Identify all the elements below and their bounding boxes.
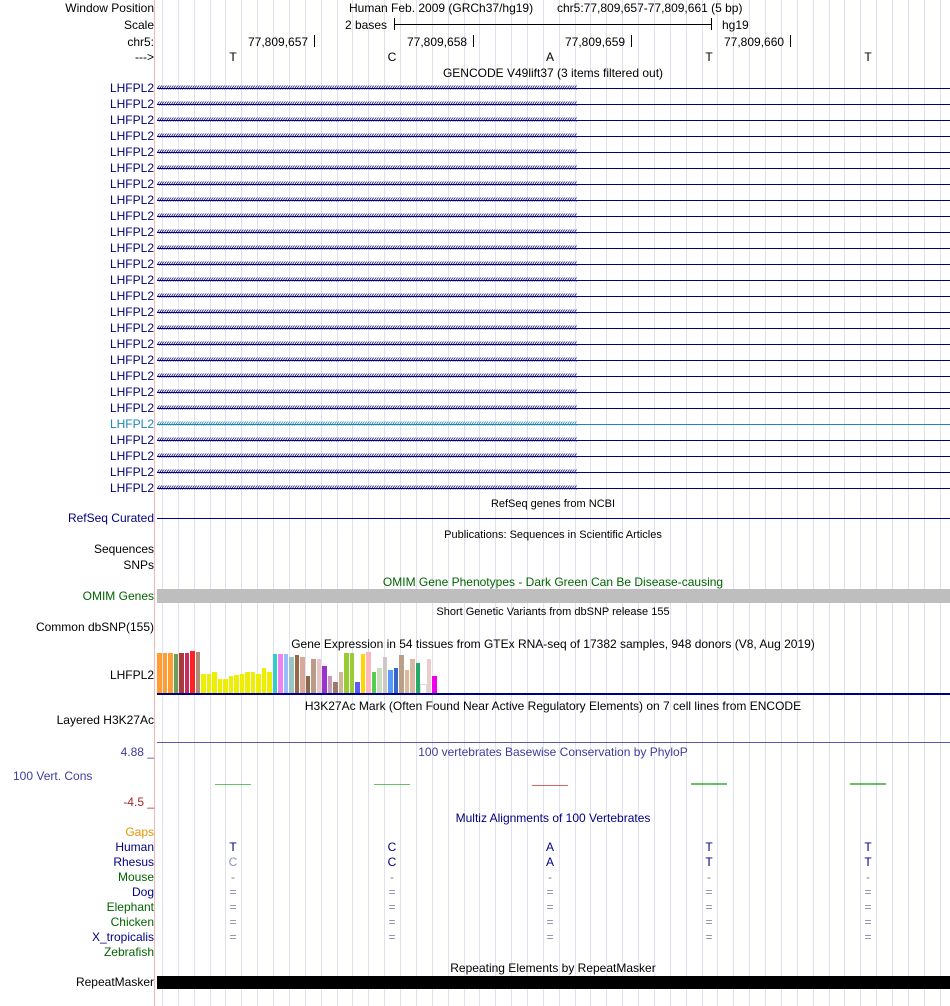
gtex-tissue-bar[interactable] [333,682,338,693]
gencode-transcript-label[interactable]: LHFPL2 [109,161,154,175]
gencode-transcript-row[interactable] [0,368,950,384]
gtex-tissue-bar[interactable] [388,670,393,693]
refseq-line [157,518,950,519]
gtex-tissue-bar[interactable] [234,675,239,693]
multiz-base: = [705,915,713,929]
multiz-base: = [546,900,554,914]
gencode-transcript-label[interactable]: LHFPL2 [109,241,154,255]
repeatmasker-label[interactable]: RepeatMasker [75,975,154,989]
strand-arrows: ‹‹‹‹‹‹‹‹‹‹‹‹‹‹‹‹‹‹‹‹‹‹‹‹‹‹‹‹‹‹‹‹‹‹‹‹‹‹‹‹‹‹‹‹‹‹‹‹‹‹‹‹‹‹‹‹‹‹‹‹‹‹‹‹‹‹‹‹‹‹‹‹‹‹‹‹‹‹‹‹‹‹‹‹‹‹‹‹‹‹‹‹‹‹‹‹‹‹‹‹‹‹‹‹‹‹‹‹‹‹‹‹‹‹‹‹‹‹‹‹‹‹‹‹‹‹‹‹‹‹‹‹‹‹‹‹‹‹‹‹‹‹‹‹‹‹‹‹‹‹‹‹‹‹‹‹‹‹‹‹‹‹‹‹‹‹‹‹‹‹‹‹‹‹‹‹‹‹‹‹ [157,370,577,381]
multiz-base: = [864,930,872,944]
gencode-transcript-row[interactable] [0,160,950,176]
position-text: chr5:77,809,657-77,809,661 (5 bp) [557,1,743,15]
gtex-tissue-bar[interactable] [322,666,327,693]
gencode-transcript-row[interactable] [0,112,950,128]
multiz-base: = [546,915,554,929]
scale-bar [394,24,712,25]
gtex-tissue-bar[interactable] [317,659,321,693]
strand-arrows: ‹‹‹‹‹‹‹‹‹‹‹‹‹‹‹‹‹‹‹‹‹‹‹‹‹‹‹‹‹‹‹‹‹‹‹‹‹‹‹‹‹‹‹‹‹‹‹‹‹‹‹‹‹‹‹‹‹‹‹‹‹‹‹‹‹‹‹‹‹‹‹‹‹‹‹‹‹‹‹‹‹‹‹‹‹‹‹‹‹‹‹‹‹‹‹‹‹‹‹‹‹‹‹‹‹‹‹‹‹‹‹‹‹‹‹‹‹‹‹‹‹‹‹‹‹‹‹‹‹‹‹‹‹‹‹‹‹‹‹‹‹‹‹‹‹‹‹‹‹‹‹‹‹‹‹‹‹‹‹‹‹‹‹‹‹‹‹‹‹‹‹‹‹‹‹‹‹‹‹‹ [157,338,577,349]
gtex-tissue-bar[interactable] [240,674,244,693]
scale-text: 2 bases [345,18,388,32]
phylop-score-mark [691,783,727,785]
multiz-species-label[interactable]: Dog [131,885,154,899]
phylop-max-label: 4.88 _ [120,745,154,759]
gencode-transcript-label[interactable]: LHFPL2 [109,257,154,271]
gtex-tissue-bar[interactable] [185,653,189,693]
strand-arrows: ‹‹‹‹‹‹‹‹‹‹‹‹‹‹‹‹‹‹‹‹‹‹‹‹‹‹‹‹‹‹‹‹‹‹‹‹‹‹‹‹‹‹‹‹‹‹‹‹‹‹‹‹‹‹‹‹‹‹‹‹‹‹‹‹‹‹‹‹‹‹‹‹‹‹‹‹‹‹‹‹‹‹‹‹‹‹‹‹‹‹‹‹‹‹‹‹‹‹‹‹‹‹‹‹‹‹‹‹‹‹‹‹‹‹‹‹‹‹‹‹‹‹‹‹‹‹‹‹‹‹‹‹‹‹‹‹‹‹‹‹‹‹‹‹‹‹‹‹‹‹‹‹‹‹‹‹‹‹‹‹‹‹‹‹‹‹‹‹‹‹‹‹‹‹‹‹‹‹‹‹ [157,418,577,429]
gencode-transcript-label[interactable]: LHFPL2 [109,369,154,383]
gtex-tissue-bar[interactable] [218,679,222,693]
omim-title[interactable]: OMIM Gene Phenotypes - Dark Green Can Be Disease-causing [382,575,724,589]
phylop-label[interactable]: 100 Vert. Cons [13,769,93,783]
gencode-transcript-row[interactable] [0,128,950,144]
multiz-base: = [705,900,713,914]
multiz-base: = [546,930,554,944]
multiz-base: = [229,885,237,899]
gtex-tissue-bar[interactable] [289,657,294,693]
multiz-species-label[interactable]: Elephant [106,900,154,914]
multiz-base: = [864,885,872,899]
gtex-tissue-bar[interactable] [383,657,387,693]
phylop-score-mark [215,784,251,785]
strand-arrows: ‹‹‹‹‹‹‹‹‹‹‹‹‹‹‹‹‹‹‹‹‹‹‹‹‹‹‹‹‹‹‹‹‹‹‹‹‹‹‹‹‹‹‹‹‹‹‹‹‹‹‹‹‹‹‹‹‹‹‹‹‹‹‹‹‹‹‹‹‹‹‹‹‹‹‹‹‹‹‹‹‹‹‹‹‹‹‹‹‹‹‹‹‹‹‹‹‹‹‹‹‹‹‹‹‹‹‹‹‹‹‹‹‹‹‹‹‹‹‹‹‹‹‹‹‹‹‹‹‹‹‹‹‹‹‹‹‹‹‹‹‹‹‹‹‹‹‹‹‹‹‹‹‹‹‹‹‹‹‹‹‹‹‹‹‹‹‹‹‹‹‹‹‹‹‹‹‹‹‹‹ [157,130,577,141]
gencode-transcript-row[interactable] [0,288,950,304]
gtex-tissue-bar[interactable] [372,672,376,693]
gtex-tissue-bar[interactable] [355,682,360,693]
coord-tick-3 [631,35,632,47]
gencode-transcript-row[interactable] [0,192,950,208]
gencode-transcript-row[interactable] [0,176,950,192]
strand-label: ---> [135,50,154,64]
gencode-transcript-row[interactable] [0,400,950,416]
gtex-tissue-bar[interactable] [256,674,261,693]
scale-bar-right-tick [711,18,712,30]
strand-arrows: ‹‹‹‹‹‹‹‹‹‹‹‹‹‹‹‹‹‹‹‹‹‹‹‹‹‹‹‹‹‹‹‹‹‹‹‹‹‹‹‹‹‹‹‹‹‹‹‹‹‹‹‹‹‹‹‹‹‹‹‹‹‹‹‹‹‹‹‹‹‹‹‹‹‹‹‹‹‹‹‹‹‹‹‹‹‹‹‹‹‹‹‹‹‹‹‹‹‹‹‹‹‹‹‹‹‹‹‹‹‹‹‹‹‹‹‹‹‹‹‹‹‹‹‹‹‹‹‹‹‹‹‹‹‹‹‹‹‹‹‹‹‹‹‹‹‹‹‹‹‹‹‹‹‹‹‹‹‹‹‹‹‹‹‹‹‹‹‹‹‹‹‹‹‹‹‹‹‹‹‹ [157,386,577,397]
strand-arrows: ‹‹‹‹‹‹‹‹‹‹‹‹‹‹‹‹‹‹‹‹‹‹‹‹‹‹‹‹‹‹‹‹‹‹‹‹‹‹‹‹‹‹‹‹‹‹‹‹‹‹‹‹‹‹‹‹‹‹‹‹‹‹‹‹‹‹‹‹‹‹‹‹‹‹‹‹‹‹‹‹‹‹‹‹‹‹‹‹‹‹‹‹‹‹‹‹‹‹‹‹‹‹‹‹‹‹‹‹‹‹‹‹‹‹‹‹‹‹‹‹‹‹‹‹‹‹‹‹‹‹‹‹‹‹‹‹‹‹‹‹‹‹‹‹‹‹‹‹‹‹‹‹‹‹‹‹‹‹‹‹‹‹‹‹‹‹‹‹‹‹‹‹‹‹‹‹‹‹‹‹ [157,178,577,189]
gtex-tissue-bar[interactable] [207,674,211,693]
multiz-base: - [707,870,711,884]
refseq-title[interactable]: RefSeq genes from NCBI [490,498,616,510]
strand-arrows: ‹‹‹‹‹‹‹‹‹‹‹‹‹‹‹‹‹‹‹‹‹‹‹‹‹‹‹‹‹‹‹‹‹‹‹‹‹‹‹‹‹‹‹‹‹‹‹‹‹‹‹‹‹‹‹‹‹‹‹‹‹‹‹‹‹‹‹‹‹‹‹‹‹‹‹‹‹‹‹‹‹‹‹‹‹‹‹‹‹‹‹‹‹‹‹‹‹‹‹‹‹‹‹‹‹‹‹‹‹‹‹‹‹‹‹‹‹‹‹‹‹‹‹‹‹‹‹‹‹‹‹‹‹‹‹‹‹‹‹‹‹‹‹‹‹‹‹‹‹‹‹‹‹‹‹‹‹‹‹‹‹‹‹‹‹‹‹‹‹‹‹‹‹‹‹‹‹‹‹‹ [157,98,577,109]
gencode-transcript-label[interactable]: LHFPL2 [109,145,154,159]
gencode-transcript-row[interactable] [0,352,950,368]
phylop-score-mark [532,785,568,786]
refseq-label[interactable]: RefSeq Curated [67,511,154,525]
gtex-tissue-bar[interactable] [262,668,266,693]
multiz-base: = [229,915,237,929]
gtex-tissue-bar[interactable] [300,657,305,693]
gencode-transcript-label[interactable]: LHFPL2 [109,209,154,223]
gencode-transcript-row[interactable] [0,272,950,288]
multiz-base: A [545,855,554,869]
gencode-transcript-label[interactable]: LHFPL2 [109,449,154,463]
coord-3: 77,809,659 [565,35,626,49]
coord-tick-2 [473,35,474,47]
gencode-transcript-label[interactable]: LHFPL2 [109,337,154,351]
gencode-transcript-label[interactable]: LHFPL2 [109,81,154,95]
gtex-tissue-bar[interactable] [196,652,200,693]
multiz-base: = [229,900,237,914]
multiz-base: C [228,855,238,869]
multiz-base: - [390,870,394,884]
gencode-transcript-row[interactable] [0,256,950,272]
repeatmasker-title[interactable]: Repeating Elements by RepeatMasker [450,961,656,975]
gtex-label[interactable]: LHFPL2 [109,668,154,682]
gtex-tissue-bar[interactable] [190,651,195,693]
gtex-tissue-bar[interactable] [350,653,354,693]
gencode-transcript-label[interactable]: LHFPL2 [109,193,154,207]
strand-arrows: ‹‹‹‹‹‹‹‹‹‹‹‹‹‹‹‹‹‹‹‹‹‹‹‹‹‹‹‹‹‹‹‹‹‹‹‹‹‹‹‹‹‹‹‹‹‹‹‹‹‹‹‹‹‹‹‹‹‹‹‹‹‹‹‹‹‹‹‹‹‹‹‹‹‹‹‹‹‹‹‹‹‹‹‹‹‹‹‹‹‹‹‹‹‹‹‹‹‹‹‹‹‹‹‹‹‹‹‹‹‹‹‹‹‹‹‹‹‹‹‹‹‹‹‹‹‹‹‹‹‹‹‹‹‹‹‹‹‹‹‹‹‹‹‹‹‹‹‹‹‹‹‹‹‹‹‹‹‹‹‹‹‹‹‹‹‹‹‹‹‹‹‹‹‹‹‹‹‹‹‹ [157,450,577,461]
gtex-tissue-bar[interactable] [421,685,426,693]
multiz-base: = [705,930,713,944]
multiz-title[interactable]: Multiz Alignments of 100 Vertebrates [455,811,651,825]
base-4: T [705,50,713,64]
multiz-base: = [864,900,872,914]
strand-arrows: ‹‹‹‹‹‹‹‹‹‹‹‹‹‹‹‹‹‹‹‹‹‹‹‹‹‹‹‹‹‹‹‹‹‹‹‹‹‹‹‹‹‹‹‹‹‹‹‹‹‹‹‹‹‹‹‹‹‹‹‹‹‹‹‹‹‹‹‹‹‹‹‹‹‹‹‹‹‹‹‹‹‹‹‹‹‹‹‹‹‹‹‹‹‹‹‹‹‹‹‹‹‹‹‹‹‹‹‹‹‹‹‹‹‹‹‹‹‹‹‹‹‹‹‹‹‹‹‹‹‹‹‹‹‹‹‹‹‹‹‹‹‹‹‹‹‹‹‹‹‹‹‹‹‹‹‹‹‹‹‹‹‹‹‹‹‹‹‹‹‹‹‹‹‹‹‹‹‹‹‹ [157,434,577,445]
gencode-transcript-label[interactable]: LHFPL2 [109,289,154,303]
gtex-tissue-bar[interactable] [251,672,255,693]
repeatmasker-bar[interactable] [157,976,950,989]
multiz-base: = [388,900,396,914]
multiz-base: = [546,885,554,899]
multiz-base: C [387,855,397,869]
multiz-base: T [705,855,713,869]
coord-tick-4 [790,35,791,47]
gencode-transcript-row[interactable] [0,464,950,480]
multiz-species-label[interactable]: Zebrafish [103,945,154,959]
gtex-tissue-bar[interactable] [432,676,437,693]
gtex-tissue-bar[interactable] [273,654,277,693]
gencode-transcript-row[interactable] [0,416,950,432]
gtex-tissue-bar[interactable] [284,654,288,693]
gtex-tissue-bar[interactable] [179,653,184,693]
gencode-transcript-row[interactable] [0,224,950,240]
gtex-tissue-bar[interactable] [245,672,250,693]
multiz-base: C [387,840,397,854]
gencode-transcript-label[interactable]: LHFPL2 [109,97,154,111]
strand-arrows: ‹‹‹‹‹‹‹‹‹‹‹‹‹‹‹‹‹‹‹‹‹‹‹‹‹‹‹‹‹‹‹‹‹‹‹‹‹‹‹‹‹‹‹‹‹‹‹‹‹‹‹‹‹‹‹‹‹‹‹‹‹‹‹‹‹‹‹‹‹‹‹‹‹‹‹‹‹‹‹‹‹‹‹‹‹‹‹‹‹‹‹‹‹‹‹‹‹‹‹‹‹‹‹‹‹‹‹‹‹‹‹‹‹‹‹‹‹‹‹‹‹‹‹‹‹‹‹‹‹‹‹‹‹‹‹‹‹‹‹‹‹‹‹‹‹‹‹‹‹‹‹‹‹‹‹‹‹‹‹‹‹‹‹‹‹‹‹‹‹‹‹‹‹‹‹‹‹‹‹‹ [157,274,577,285]
multiz-base: = [864,915,872,929]
gencode-transcript-row[interactable] [0,80,950,96]
gtex-tissue-bar[interactable] [344,653,349,693]
gencode-transcript-label[interactable]: LHFPL2 [109,273,154,287]
dbsnp-title[interactable]: Short Genetic Variants from dbSNP release 155 [436,606,670,618]
base-5: T [864,50,872,64]
gencode-title[interactable]: GENCODE V49lift37 (3 items filtered out) [442,66,664,80]
gencode-transcript-label[interactable]: LHFPL2 [109,481,154,495]
gencode-transcript-row[interactable] [0,304,950,320]
gencode-transcript-label[interactable]: LHFPL2 [109,433,154,447]
base-3: A [545,50,554,64]
gtex-tissue-bar[interactable] [174,654,178,693]
gtex-tissue-bar[interactable] [157,653,162,693]
gencode-transcript-label[interactable]: LHFPL2 [109,321,154,335]
gencode-transcript-label[interactable]: LHFPL2 [109,305,154,319]
strand-arrows: ‹‹‹‹‹‹‹‹‹‹‹‹‹‹‹‹‹‹‹‹‹‹‹‹‹‹‹‹‹‹‹‹‹‹‹‹‹‹‹‹‹‹‹‹‹‹‹‹‹‹‹‹‹‹‹‹‹‹‹‹‹‹‹‹‹‹‹‹‹‹‹‹‹‹‹‹‹‹‹‹‹‹‹‹‹‹‹‹‹‹‹‹‹‹‹‹‹‹‹‹‹‹‹‹‹‹‹‹‹‹‹‹‹‹‹‹‹‹‹‹‹‹‹‹‹‹‹‹‹‹‹‹‹‹‹‹‹‹‹‹‹‹‹‹‹‹‹‹‹‹‹‹‹‹‹‹‹‹‹‹‹‹‹‹‹‹‹‹‹‹‹‹‹‹‹‹‹‹‹‹ [157,146,577,157]
gtex-tissue-bar[interactable] [278,654,283,693]
gencode-transcript-label[interactable]: LHFPL2 [109,417,154,431]
gtex-tissue-bar[interactable] [410,659,415,693]
gtex-tissue-bar[interactable] [394,668,398,693]
phylop-title[interactable]: 100 vertebrates Basewise Conservation by PhyloP [418,745,688,759]
gtex-tissue-bar[interactable] [361,654,365,693]
multiz-base: = [229,930,237,944]
multiz-base: T [864,855,872,869]
strand-arrows: ‹‹‹‹‹‹‹‹‹‹‹‹‹‹‹‹‹‹‹‹‹‹‹‹‹‹‹‹‹‹‹‹‹‹‹‹‹‹‹‹‹‹‹‹‹‹‹‹‹‹‹‹‹‹‹‹‹‹‹‹‹‹‹‹‹‹‹‹‹‹‹‹‹‹‹‹‹‹‹‹‹‹‹‹‹‹‹‹‹‹‹‹‹‹‹‹‹‹‹‹‹‹‹‹‹‹‹‹‹‹‹‹‹‹‹‹‹‹‹‹‹‹‹‹‹‹‹‹‹‹‹‹‹‹‹‹‹‹‹‹‹‹‹‹‹‹‹‹‹‹‹‹‹‹‹‹‹‹‹‹‹‹‹‹‹‹‹‹‹‹‹‹‹‹‹‹‹‹‹‹ [157,210,577,221]
multiz-base: = [705,885,713,899]
gencode-transcript-label[interactable]: LHFPL2 [109,353,154,367]
gencode-transcript-row[interactable] [0,96,950,112]
base-1: T [229,50,237,64]
gencode-transcript-label[interactable]: LHFPL2 [109,465,154,479]
h3k27ac-title[interactable]: H3K27Ac Mark (Often Found Near Active Regulatory Elements) on 7 cell lines from ENCODE [304,699,802,713]
gtex-tissue-bar[interactable] [328,676,332,693]
gencode-transcript-label[interactable]: LHFPL2 [109,401,154,415]
multiz-base: T [229,840,237,854]
window-position-label: Window Position [65,1,154,15]
strand-arrows: ‹‹‹‹‹‹‹‹‹‹‹‹‹‹‹‹‹‹‹‹‹‹‹‹‹‹‹‹‹‹‹‹‹‹‹‹‹‹‹‹‹‹‹‹‹‹‹‹‹‹‹‹‹‹‹‹‹‹‹‹‹‹‹‹‹‹‹‹‹‹‹‹‹‹‹‹‹‹‹‹‹‹‹‹‹‹‹‹‹‹‹‹‹‹‹‹‹‹‹‹‹‹‹‹‹‹‹‹‹‹‹‹‹‹‹‹‹‹‹‹‹‹‹‹‹‹‹‹‹‹‹‹‹‹‹‹‹‹‹‹‹‹‹‹‹‹‹‹‹‹‹‹‹‹‹‹‹‹‹‹‹‹‹‹‹‹‹‹‹‹‹‹‹‹‹‹‹‹‹‹ [157,242,577,253]
multiz-species-label[interactable]: Human [115,840,154,854]
strand-arrows: ‹‹‹‹‹‹‹‹‹‹‹‹‹‹‹‹‹‹‹‹‹‹‹‹‹‹‹‹‹‹‹‹‹‹‹‹‹‹‹‹‹‹‹‹‹‹‹‹‹‹‹‹‹‹‹‹‹‹‹‹‹‹‹‹‹‹‹‹‹‹‹‹‹‹‹‹‹‹‹‹‹‹‹‹‹‹‹‹‹‹‹‹‹‹‹‹‹‹‹‹‹‹‹‹‹‹‹‹‹‹‹‹‹‹‹‹‹‹‹‹‹‹‹‹‹‹‹‹‹‹‹‹‹‹‹‹‹‹‹‹‹‹‹‹‹‹‹‹‹‹‹‹‹‹‹‹‹‹‹‹‹‹‹‹‹‹‹‹‹‹‹‹‹‹‹‹‹‹‹‹ [157,322,577,333]
gtex-tissue-bar[interactable] [229,676,233,693]
h3k27ac-baseline [157,742,950,743]
gtex-tissue-bar[interactable] [366,652,371,693]
gtex-tissue-bar[interactable] [212,672,217,693]
dbsnp-label[interactable]: Common dbSNP(155) [35,620,154,634]
gencode-transcript-row[interactable] [0,144,950,160]
gencode-transcript-row[interactable] [0,384,950,400]
gtex-baseline [157,693,950,695]
coord-tick-1 [314,35,315,47]
omim-bar[interactable] [157,589,950,603]
gencode-transcript-row[interactable] [0,336,950,352]
gtex-tissue-bar[interactable] [311,659,316,693]
multiz-base: - [231,870,235,884]
multiz-species-label[interactable]: Rhesus [113,855,154,869]
gtex-tissue-bar[interactable] [267,672,272,693]
coord-1: 77,809,657 [248,35,309,49]
gencode-transcript-label[interactable]: LHFPL2 [109,385,154,399]
gtex-tissue-bar[interactable] [427,659,431,693]
gtex-tissue-bar[interactable] [405,670,409,693]
multiz-base: T [705,840,713,854]
omim-label[interactable]: OMIM Genes [82,589,154,603]
strand-arrows: ‹‹‹‹‹‹‹‹‹‹‹‹‹‹‹‹‹‹‹‹‹‹‹‹‹‹‹‹‹‹‹‹‹‹‹‹‹‹‹‹‹‹‹‹‹‹‹‹‹‹‹‹‹‹‹‹‹‹‹‹‹‹‹‹‹‹‹‹‹‹‹‹‹‹‹‹‹‹‹‹‹‹‹‹‹‹‹‹‹‹‹‹‹‹‹‹‹‹‹‹‹‹‹‹‹‹‹‹‹‹‹‹‹‹‹‹‹‹‹‹‹‹‹‹‹‹‹‹‹‹‹‹‹‹‹‹‹‹‹‹‹‹‹‹‹‹‹‹‹‹‹‹‹‹‹‹‹‹‹‹‹‹‹‹‹‹‹‹‹‹‹‹‹‹‹‹‹‹‹‹ [157,194,577,205]
gencode-transcript-label[interactable]: LHFPL2 [109,113,154,127]
multiz-base: = [388,885,396,899]
multiz-species-label[interactable]: Mouse [117,870,154,884]
strand-arrows: ‹‹‹‹‹‹‹‹‹‹‹‹‹‹‹‹‹‹‹‹‹‹‹‹‹‹‹‹‹‹‹‹‹‹‹‹‹‹‹‹‹‹‹‹‹‹‹‹‹‹‹‹‹‹‹‹‹‹‹‹‹‹‹‹‹‹‹‹‹‹‹‹‹‹‹‹‹‹‹‹‹‹‹‹‹‹‹‹‹‹‹‹‹‹‹‹‹‹‹‹‹‹‹‹‹‹‹‹‹‹‹‹‹‹‹‹‹‹‹‹‹‹‹‹‹‹‹‹‹‹‹‹‹‹‹‹‹‹‹‹‹‹‹‹‹‹‹‹‹‹‹‹‹‹‹‹‹‹‹‹‹‹‹‹‹‹‹‹‹‹‹‹‹‹‹‹‹‹‹‹ [157,354,577,365]
strand-arrows: ‹‹‹‹‹‹‹‹‹‹‹‹‹‹‹‹‹‹‹‹‹‹‹‹‹‹‹‹‹‹‹‹‹‹‹‹‹‹‹‹‹‹‹‹‹‹‹‹‹‹‹‹‹‹‹‹‹‹‹‹‹‹‹‹‹‹‹‹‹‹‹‹‹‹‹‹‹‹‹‹‹‹‹‹‹‹‹‹‹‹‹‹‹‹‹‹‹‹‹‹‹‹‹‹‹‹‹‹‹‹‹‹‹‹‹‹‹‹‹‹‹‹‹‹‹‹‹‹‹‹‹‹‹‹‹‹‹‹‹‹‹‹‹‹‹‹‹‹‹‹‹‹‹‹‹‹‹‹‹‹‹‹‹‹‹‹‹‹‹‹‹‹‹‹‹‹‹‹‹‹ [157,306,577,317]
gtex-tissue-bar[interactable] [399,655,404,693]
db-text: hg19 [722,18,749,32]
h3k27ac-label[interactable]: Layered H3K27Ac [56,713,154,727]
multiz-base: T [864,840,872,854]
strand-arrows: ‹‹‹‹‹‹‹‹‹‹‹‹‹‹‹‹‹‹‹‹‹‹‹‹‹‹‹‹‹‹‹‹‹‹‹‹‹‹‹‹‹‹‹‹‹‹‹‹‹‹‹‹‹‹‹‹‹‹‹‹‹‹‹‹‹‹‹‹‹‹‹‹‹‹‹‹‹‹‹‹‹‹‹‹‹‹‹‹‹‹‹‹‹‹‹‹‹‹‹‹‹‹‹‹‹‹‹‹‹‹‹‹‹‹‹‹‹‹‹‹‹‹‹‹‹‹‹‹‹‹‹‹‹‹‹‹‹‹‹‹‹‹‹‹‹‹‹‹‹‹‹‹‹‹‹‹‹‹‹‹‹‹‹‹‹‹‹‹‹‹‹‹‹‹‹‹‹‹‹‹ [157,402,577,413]
strand-arrows: ‹‹‹‹‹‹‹‹‹‹‹‹‹‹‹‹‹‹‹‹‹‹‹‹‹‹‹‹‹‹‹‹‹‹‹‹‹‹‹‹‹‹‹‹‹‹‹‹‹‹‹‹‹‹‹‹‹‹‹‹‹‹‹‹‹‹‹‹‹‹‹‹‹‹‹‹‹‹‹‹‹‹‹‹‹‹‹‹‹‹‹‹‹‹‹‹‹‹‹‹‹‹‹‹‹‹‹‹‹‹‹‹‹‹‹‹‹‹‹‹‹‹‹‹‹‹‹‹‹‹‹‹‹‹‹‹‹‹‹‹‹‹‹‹‹‹‹‹‹‹‹‹‹‹‹‹‹‹‹‹‹‹‹‹‹‹‹‹‹‹‹‹‹‹‹‹‹‹‹‹ [157,466,577,477]
strand-arrows: ‹‹‹‹‹‹‹‹‹‹‹‹‹‹‹‹‹‹‹‹‹‹‹‹‹‹‹‹‹‹‹‹‹‹‹‹‹‹‹‹‹‹‹‹‹‹‹‹‹‹‹‹‹‹‹‹‹‹‹‹‹‹‹‹‹‹‹‹‹‹‹‹‹‹‹‹‹‹‹‹‹‹‹‹‹‹‹‹‹‹‹‹‹‹‹‹‹‹‹‹‹‹‹‹‹‹‹‹‹‹‹‹‹‹‹‹‹‹‹‹‹‹‹‹‹‹‹‹‹‹‹‹‹‹‹‹‹‹‹‹‹‹‹‹‹‹‹‹‹‹‹‹‹‹‹‹‹‹‹‹‹‹‹‹‹‹‹‹‹‹‹‹‹‹‹‹‹‹‹‹ [157,290,577,301]
gtex-tissue-bar[interactable] [168,653,173,693]
gtex-tissue-bar[interactable] [306,676,310,693]
multiz-base: = [388,915,396,929]
gencode-transcript-label[interactable]: LHFPL2 [109,129,154,143]
gtex-tissue-bar[interactable] [295,655,299,693]
multiz-base: - [548,870,552,884]
assembly-text: Human Feb. 2009 (GRCh37/hg19) [349,1,534,15]
gtex-tissue-bar[interactable] [339,672,343,693]
phylop-score-mark [374,784,410,785]
gencode-transcript-row[interactable] [0,432,950,448]
phylop-min-label: -4.5 _ [123,795,154,809]
strand-arrows: ‹‹‹‹‹‹‹‹‹‹‹‹‹‹‹‹‹‹‹‹‹‹‹‹‹‹‹‹‹‹‹‹‹‹‹‹‹‹‹‹‹‹‹‹‹‹‹‹‹‹‹‹‹‹‹‹‹‹‹‹‹‹‹‹‹‹‹‹‹‹‹‹‹‹‹‹‹‹‹‹‹‹‹‹‹‹‹‹‹‹‹‹‹‹‹‹‹‹‹‹‹‹‹‹‹‹‹‹‹‹‹‹‹‹‹‹‹‹‹‹‹‹‹‹‹‹‹‹‹‹‹‹‹‹‹‹‹‹‹‹‹‹‹‹‹‹‹‹‹‹‹‹‹‹‹‹‹‹‹‹‹‹‹‹‹‹‹‹‹‹‹‹‹‹‹‹‹‹‹‹ [157,226,577,237]
sequences-label[interactable]: Sequences [93,542,154,556]
scale-label: Scale [123,18,154,32]
strand-arrows: ‹‹‹‹‹‹‹‹‹‹‹‹‹‹‹‹‹‹‹‹‹‹‹‹‹‹‹‹‹‹‹‹‹‹‹‹‹‹‹‹‹‹‹‹‹‹‹‹‹‹‹‹‹‹‹‹‹‹‹‹‹‹‹‹‹‹‹‹‹‹‹‹‹‹‹‹‹‹‹‹‹‹‹‹‹‹‹‹‹‹‹‹‹‹‹‹‹‹‹‹‹‹‹‹‹‹‹‹‹‹‹‹‹‹‹‹‹‹‹‹‹‹‹‹‹‹‹‹‹‹‹‹‹‹‹‹‹‹‹‹‹‹‹‹‹‹‹‹‹‹‹‹‹‹‹‹‹‹‹‹‹‹‹‹‹‹‹‹‹‹‹‹‹‹‹‹‹‹‹‹ [157,258,577,269]
gencode-transcript-label[interactable]: LHFPL2 [109,177,154,191]
gencode-transcript-row[interactable] [0,448,950,464]
gtex-tissue-bar[interactable] [223,679,228,693]
strand-arrows: ‹‹‹‹‹‹‹‹‹‹‹‹‹‹‹‹‹‹‹‹‹‹‹‹‹‹‹‹‹‹‹‹‹‹‹‹‹‹‹‹‹‹‹‹‹‹‹‹‹‹‹‹‹‹‹‹‹‹‹‹‹‹‹‹‹‹‹‹‹‹‹‹‹‹‹‹‹‹‹‹‹‹‹‹‹‹‹‹‹‹‹‹‹‹‹‹‹‹‹‹‹‹‹‹‹‹‹‹‹‹‹‹‹‹‹‹‹‹‹‹‹‹‹‹‹‹‹‹‹‹‹‹‹‹‹‹‹‹‹‹‹‹‹‹‹‹‹‹‹‹‹‹‹‹‹‹‹‹‹‹‹‹‹‹‹‹‹‹‹‹‹‹‹‹‹‹‹‹‹‹ [157,82,577,93]
gencode-transcript-label[interactable]: LHFPL2 [109,225,154,239]
gencode-transcript-row[interactable] [0,320,950,336]
gencode-transcript-row[interactable] [0,208,950,224]
strand-arrows: ‹‹‹‹‹‹‹‹‹‹‹‹‹‹‹‹‹‹‹‹‹‹‹‹‹‹‹‹‹‹‹‹‹‹‹‹‹‹‹‹‹‹‹‹‹‹‹‹‹‹‹‹‹‹‹‹‹‹‹‹‹‹‹‹‹‹‹‹‹‹‹‹‹‹‹‹‹‹‹‹‹‹‹‹‹‹‹‹‹‹‹‹‹‹‹‹‹‹‹‹‹‹‹‹‹‹‹‹‹‹‹‹‹‹‹‹‹‹‹‹‹‹‹‹‹‹‹‹‹‹‹‹‹‹‹‹‹‹‹‹‹‹‹‹‹‹‹‹‹‹‹‹‹‹‹‹‹‹‹‹‹‹‹‹‹‹‹‹‹‹‹‹‹‹‹‹‹‹‹‹ [157,162,577,173]
chr-label: chr5: [127,35,154,49]
multiz-base: A [545,840,554,854]
base-2: C [387,50,397,64]
multiz-species-label[interactable]: Gaps [125,825,154,839]
gencode-transcript-row[interactable] [0,240,950,256]
gtex-title[interactable]: Gene Expression in 54 tissues from GTEx RNA-seq of 17382 samples, 948 donors (V8, Aug 2019) [291,637,815,651]
strand-arrows: ‹‹‹‹‹‹‹‹‹‹‹‹‹‹‹‹‹‹‹‹‹‹‹‹‹‹‹‹‹‹‹‹‹‹‹‹‹‹‹‹‹‹‹‹‹‹‹‹‹‹‹‹‹‹‹‹‹‹‹‹‹‹‹‹‹‹‹‹‹‹‹‹‹‹‹‹‹‹‹‹‹‹‹‹‹‹‹‹‹‹‹‹‹‹‹‹‹‹‹‹‹‹‹‹‹‹‹‹‹‹‹‹‹‹‹‹‹‹‹‹‹‹‹‹‹‹‹‹‹‹‹‹‹‹‹‹‹‹‹‹‹‹‹‹‹‹‹‹‹‹‹‹‹‹‹‹‹‹‹‹‹‹‹‹‹‹‹‹‹‹‹‹‹‹‹‹‹‹‹‹ [157,114,577,125]
multiz-base: - [866,870,870,884]
coord-2: 77,809,658 [407,35,468,49]
strand-arrows: ‹‹‹‹‹‹‹‹‹‹‹‹‹‹‹‹‹‹‹‹‹‹‹‹‹‹‹‹‹‹‹‹‹‹‹‹‹‹‹‹‹‹‹‹‹‹‹‹‹‹‹‹‹‹‹‹‹‹‹‹‹‹‹‹‹‹‹‹‹‹‹‹‹‹‹‹‹‹‹‹‹‹‹‹‹‹‹‹‹‹‹‹‹‹‹‹‹‹‹‹‹‹‹‹‹‹‹‹‹‹‹‹‹‹‹‹‹‹‹‹‹‹‹‹‹‹‹‹‹‹‹‹‹‹‹‹‹‹‹‹‹‹‹‹‹‹‹‹‹‹‹‹‹‹‹‹‹‹‹‹‹‹‹‹‹‹‹‹‹‹‹‹‹‹‹‹‹‹‹‹ [157,482,577,493]
gtex-tissue-bar[interactable] [201,674,206,693]
pubs-title[interactable]: Publications: Sequences in Scientific Articles [444,529,662,541]
gtex-tissue-bar[interactable] [163,653,167,693]
snps-label[interactable]: SNPs [123,558,154,572]
coord-4: 77,809,660 [724,35,785,49]
multiz-base: = [388,930,396,944]
multiz-species-label[interactable]: X_tropicalis [91,930,154,944]
gtex-tissue-bar[interactable] [416,663,420,693]
phylop-score-mark [850,783,886,785]
multiz-species-label[interactable]: Chicken [110,915,154,929]
gencode-transcript-row[interactable] [0,480,950,496]
gtex-tissue-bar[interactable] [377,668,382,693]
